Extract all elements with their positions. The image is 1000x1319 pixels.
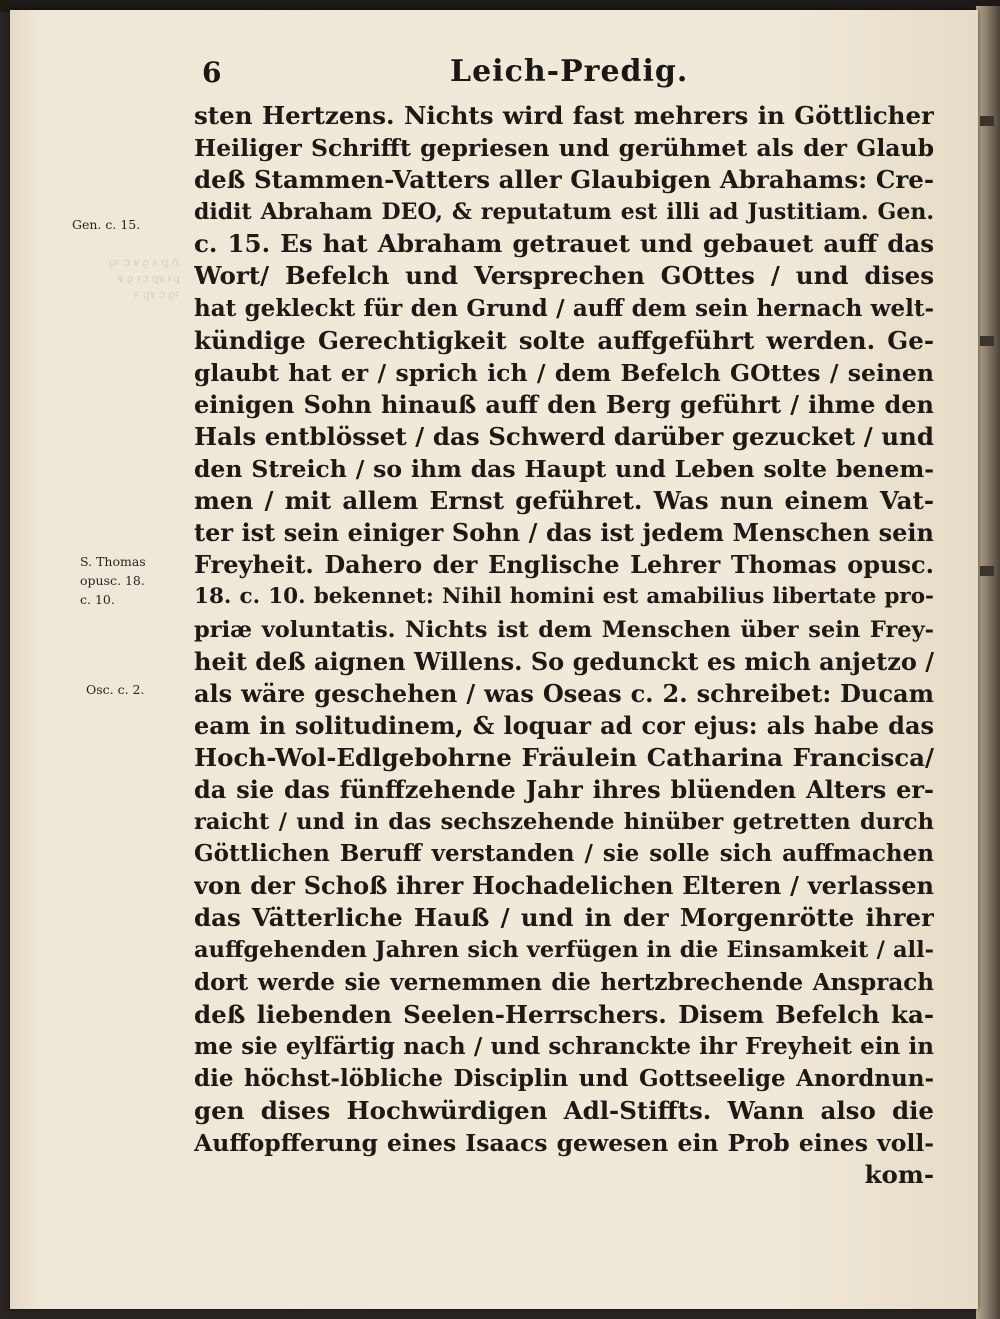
text-line: dort werde sie vernemmen die hertzbrechende Ansprach [194, 968, 934, 996]
text-line: Hals entblösset / das Schwerd darüber gezucket / und [194, 421, 934, 451]
bleed-through-text: ℌ ꝑ ꝛ ꝯ ꝟ ꞇ ꝛꝯ ꝑꝛ ꝟꝑ ꞇꝛ ꝯ ꝟ ꝛꝯ ꞇ ꝟꝑ ꝛ [108, 256, 180, 301]
page-edge-mark [980, 116, 994, 126]
page-number: 6 [202, 56, 222, 89]
margin-note-line: S. Thomas [80, 554, 146, 569]
text-line: deß Stammen-Vatters aller Glaubigen Abrahams: Cre- [194, 165, 934, 195]
text-line: die höchst-löbliche Disciplin und Gottseelige Anordnun- [194, 1064, 934, 1092]
text-line: das Vätterliche Hauß / und in der Morgenrötte ihrer [194, 903, 934, 933]
margin-note-oseas [86, 680, 144, 699]
margin-note-line: Osc. c. 2. [86, 682, 145, 697]
text-line: 18. c. 10. bekennet: Nihil homini est amabilius libertate pro- [194, 584, 934, 610]
text-line: Auffopfferung eines Isaacs gewesen ein Prob eines voll- [194, 1129, 934, 1157]
text-line: eam in solitudinem, & loquar ad cor ejus: als habe das [194, 710, 934, 740]
text-line: Göttlichen Beruff verstanden / sie solle sich auffmachen [194, 840, 934, 868]
text-line: da sie das fünffzehende Jahr ihres blüenden Alters er- [194, 774, 934, 804]
margin-note-line: Gen. c. 15. [72, 217, 141, 232]
text-line: kündige Gerechtigkeit solte auffgeführt werden. Ge- [194, 325, 934, 355]
text-line: von der Schoß ihrer Hochadelichen Elteren / verlassen [194, 871, 934, 901]
text-line: sten Hertzens. Nichts wird fast mehrers in Göttlicher [194, 101, 934, 130]
text-line: didit Abraham DEO, & reputatum est illi ad Justitiam. Gen. [194, 199, 934, 226]
text-line: Heiliger Schrifft gepriesen und gerühmet als der Glaub [194, 134, 934, 163]
text-line: glaubt hat er / sprich ich / dem Befelch GOttes / seinen [194, 358, 934, 387]
margin-note-gen [72, 215, 140, 234]
text-line: Hoch-Wol-Edlgebohrne Fräulein Catharina Francisca/ [194, 742, 934, 772]
margin-notes [0, 0, 190, 1319]
page-header [190, 44, 930, 94]
margin-note-thomas [80, 552, 146, 609]
text-line: gen dises Hochwürdigen Adl-Stiffts. Wann also die [194, 1095, 934, 1125]
text-line: den Streich / so ihm das Haupt und Leben solte benem- [194, 455, 934, 484]
margin-note-line: c. 10. [80, 592, 115, 607]
text-line: raicht / und in das sechszehende hinüber getretten durch [194, 809, 934, 836]
text-line: me sie eylfärtig nach / und schranckte ihr Freyheit ein in [194, 1032, 934, 1060]
text-line: hat gekleckt für den Grund / auff dem sein hernach welt- [194, 294, 934, 322]
page-edge-mark [980, 566, 994, 576]
text-line: priæ voluntatis. Nichts ist dem Menschen über sein Frey- [194, 616, 934, 643]
text-line: heit deß aignen Willens. So gedunckt es mich anjetzo / [194, 646, 934, 676]
text-line: Freyheit. Dahero der Englische Lehrer Thomas opusc. [194, 550, 934, 580]
text-line: ter ist sein einiger Sohn / das ist jedem Menschen sein [194, 518, 934, 548]
text-line: c. 15. Es hat Abraham getrauet und gebauet auff das [194, 229, 934, 259]
text-line: auffgehenden Jahren sich verfügen in die Einsamkeit / all- [194, 937, 934, 964]
body-text [194, 100, 934, 1191]
text-line: deß liebenden Seelen-Herrschers. Disem Befelch ka- [194, 999, 934, 1029]
text-line: Wort/ Befelch und Versprechen GOttes / und dises [194, 261, 934, 291]
text-line: als wäre geschehen / was Oseas c. 2. schreibet: Ducam [194, 678, 934, 708]
text-line: kom- [864, 1160, 934, 1190]
text-line: men / mit allem Ernst geführet. Was nun einem Vat- [194, 486, 934, 516]
text-line: einigen Sohn hinauß auff den Berg geführt / ihme den [194, 389, 934, 419]
page-edge-mark [980, 336, 994, 346]
running-title: Leich-Predig. [450, 54, 689, 89]
book-page-edge [976, 6, 1000, 1319]
margin-note-line: opusc. 18. [80, 573, 145, 588]
